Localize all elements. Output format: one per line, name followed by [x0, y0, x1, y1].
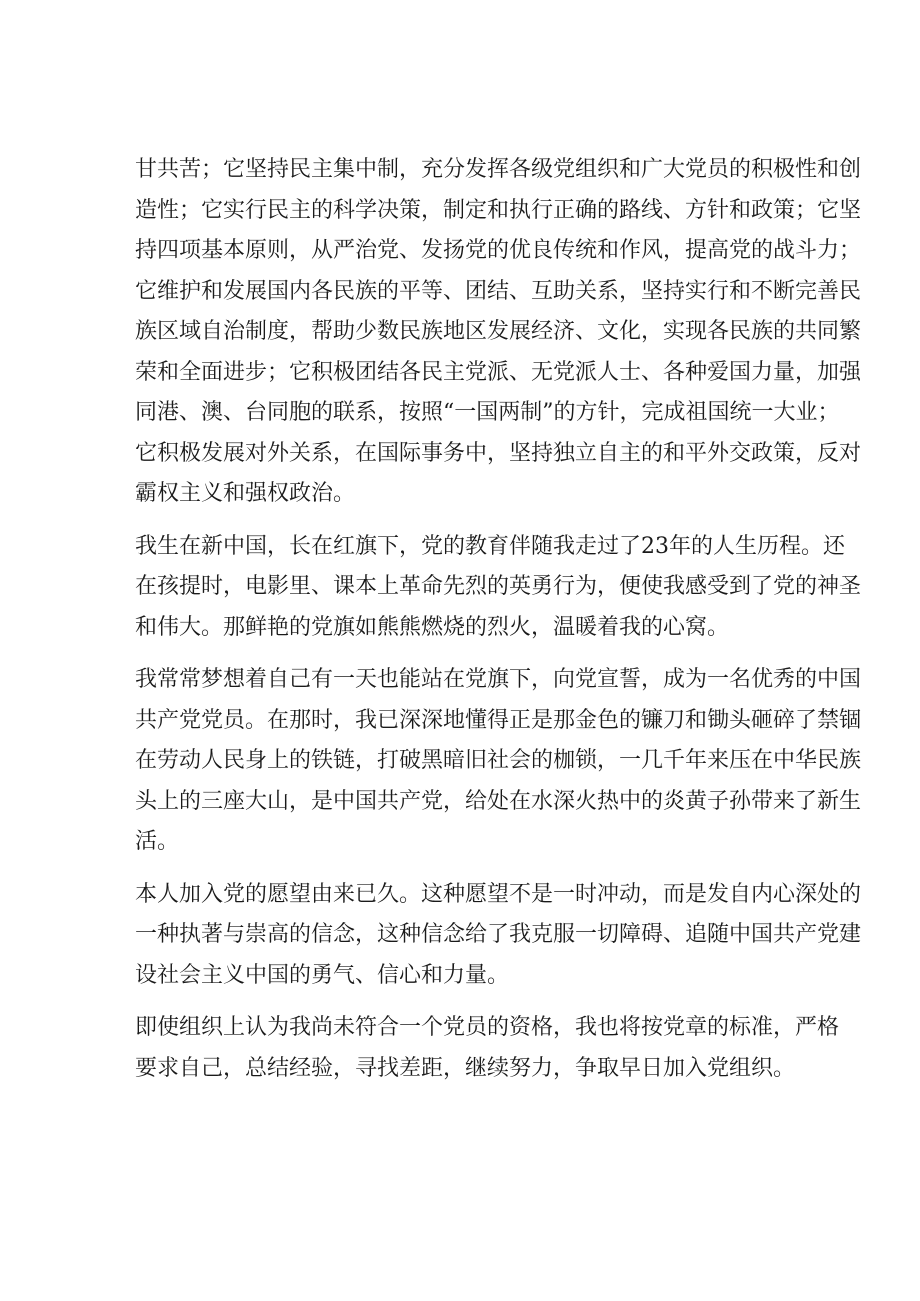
text-line: 它维护和发展国内各民族的平等、团结、互助关系，坚持实行和不断完善民 [135, 278, 862, 304]
paragraph-long-held-wish [135, 875, 862, 997]
text-line: 在劳动人民身上的铁链，打破黑暗旧社会的枷锁，一几千年来压在中华民族 [135, 748, 862, 773]
text-line: 它积极发展对外关系，在国际事务中，坚持独立自主的和平外交政策，反对 [135, 440, 862, 466]
text-line: 本人加入党的愿望由来已久。这种愿望不是一时冲动，而是发自内心深处的 [135, 881, 862, 907]
text-line: 要求自己，总结经验，寻找差距，继续努力，争取早日加入党组织。 [135, 1055, 796, 1081]
text-line: 头上的三座大山，是中国共产党，给处在水深火热中的炎黄子孙带来了新生 [135, 788, 862, 814]
paragraph-upbringing [135, 527, 862, 649]
text-line: 霸权主义和强权政治。 [135, 481, 356, 506]
paragraph-party-principles [135, 150, 862, 515]
text-line: 一种执著与崇高的信念，这种信念给了我克服一切障碍、追随中国共产党建 [135, 922, 862, 947]
text-line: 即使组织上认为我尚未符合一个党员的资格，我也将按党章的标准，严格 [135, 1015, 840, 1040]
paragraph-commitment [135, 1008, 840, 1089]
text-line: 设社会主义中国的勇气、信心和力量。 [135, 962, 510, 988]
text-line: 在孩提时，电影里、课本上革命先烈的英勇行为，便使我感受到了党的神圣 [135, 574, 862, 599]
text-line: 和伟大。那鲜艳的党旗如熊熊燃烧的烈火，温暖着我的心窝。 [135, 614, 730, 640]
text-line: 共产党党员。在那时，我已深深地懂得正是那金色的镰刀和锄头砸碎了禁锢 [135, 707, 862, 733]
text-line: 荣和全面进步；它积极团结各民主党派、无党派人士、各种爱国力量，加强 [135, 359, 862, 385]
text-line: 甘共苦；它坚持民主集中制，充分发挥各级党组织和广大党员的积极性和创 [135, 157, 862, 182]
document-body [135, 150, 862, 1101]
text-line: 我常常梦想着自己有一天也能站在党旗下，向党宣誓，成为一名优秀的中国 [135, 667, 862, 692]
text-line: 持四项基本原则，从严治党、发扬党的优良传统和作风，提高党的战斗力； [135, 238, 862, 263]
text-line: 活。 [135, 829, 180, 854]
text-line: 族区域自治制度，帮助少数民族地区发展经济、文化，实现各民族的共同繁 [135, 319, 862, 344]
text-line: 造性；它实行民主的科学决策，制定和执行正确的路线、方针和政策；它坚 [135, 197, 862, 223]
paragraph-aspiration [135, 660, 862, 863]
text-line: 我生在新中国，长在红旗下，党的教育伴随我走过了23年的人生历程。还 [135, 533, 845, 559]
text-line: 同港、澳、台同胞的联系，按照“一国两制”的方针，完成祖国统一大业； [135, 400, 840, 425]
